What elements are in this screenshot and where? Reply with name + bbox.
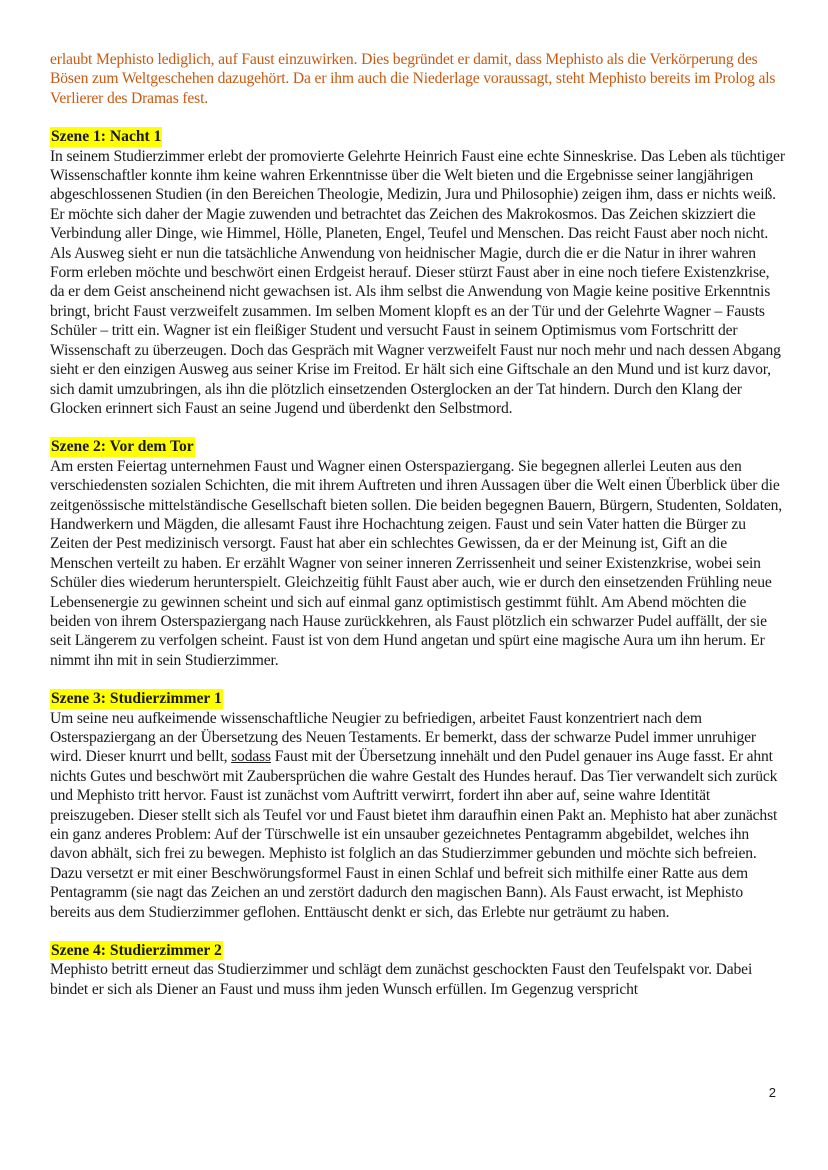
section-heading-wrap [50,437,785,456]
section-scene-4 [50,941,785,999]
section-scene-1 [50,127,785,418]
document-page [50,50,785,1018]
section-heading-wrap [50,941,785,960]
body-text-part: Faust mit der Übersetzung innehält und den Pudel genauer ins Auge fasst. Er ahnt nichts Gutes und beschwört mit Zaubersprüchen die wahre Gestalt des Hundes herauf. Das Tier verwandelt sich zurück und Mephisto tritt hervor. Faust ist zunächst vom Auftritt verwirrt, fordert ihn aber auf, seine wahre Identität preiszugeben. Dieser stellt sich als Teufel vor und Faust bietet ihm daraufhin einen Pakt an. Mephisto hat aber zunächst ein ganz anderes Problem: Auf der Türschwelle ist ein unsauber gezeichnetes Pentagramm abgebildet, welches ihn davon abhält, sich frei zu bewegen. Mephisto ist folglich an das Studierzimmer gebunden und möchte sich befreien. Dazu versetzt er mit einer Beschwörungsformel Faust in einen Schlaf und befreit sich mithilfe einer Ratte aus dem Pentagramm (sie nagt das Zeichen an und zerstört dadurch den magischen Bann). Als Faust erwacht, ist Mephisto bereits aus dem Studierzimmer geflohen. Enttäuscht denkt er sich, das Erlebte nur geträumt zu haben. [50,748,778,921]
section-body: Mephisto betritt erneut das Studierzimmer und schlägt dem zunächst geschockten Faust den Teufelspakt vor. Dabei bindet er sich als Diener an Faust und muss ihm jeden Wunsch erfüllen. Im Gegenzug verspricht [50,961,753,998]
body-text-part: Um seine neu aufkeimende wissenschaftliche Neugier zu befriedigen, arbeitet Faust konzentriert nach dem Osterspaziergang an der Übersetzung des Neuen Testaments. Er bemerkt, dass der schwarze Pudel immer unruhiger wird. Dieser knurrt und bellt, [50,709,756,766]
section-heading: Szene 2: Vor dem Tor [51,438,194,456]
section-heading-wrap [50,127,785,146]
intro-paragraph: erlaubt Mephisto lediglich, auf Faust einzuwirken. Dies begründet er damit, dass Mephisto als die Verkörperung des Bösen zum Weltgeschehen dazugehört. Da er ihm auch die Niederlage voraussagt, steht Mephisto bereits im Prolog als Verlierer des Dramas fest. [50,51,776,107]
section-body: In seinem Studierzimmer erlebt der promovierte Gelehrte Heinrich Faust eine echte Sinneskrise. Das Leben als tüchtiger Wissenschaftler konnte ihm keine wahren Erkenntnisse über die Welt bieten und die Ergebnisse seiner langjährigen abgeschlossenen Studien (in den Bereichen Theologie, Medizin, Jura und Philosophie) zeigen ihm, dass er nichts weiß. Er möchte sich daher der Magie zuwenden und betrachtet das Zeichen des Makrokosmos. Das Zeichen skizziert die Verbindung aller Dinge, wie Himmel, Hölle, Planeten, Engel, Teufel und Menschen. Das reicht Faust aber noch nicht. Als Ausweg sieht er nun die tatsächliche Anwendung von heidnischer Magie, durch die er die Natur in ihrer wahren Form erleben möchte und beschwört einen Erdgeist herauf. Dieser stürzt Faust aber in eine noch tiefere Existenzkrise, da er dem Geist anscheinend nicht gewachsen ist. Als ihm selbst die Anwendung von Magie keine positive Erkenntnis bringt, bricht Faust verzweifelt zusammen. Im selben Moment klopft es an der Tür und der Gelehrte Wagner – Fausts Schüler – tritt ein. Wagner ist ein fleißiger Student und versucht Faust in seinem Optimismus vom Fortschritt der Wissenschaft zu überzeugen. Doch das Gespräch mit Wagner verzweifelt Faust nur noch mehr und nach dessen Abgang sieht er den einzigen Ausweg aus seiner Krise im Freitod. Er hält sich eine Giftschale an den Mund und ist kurz davor, sich damit umzubringen, als ihn die plötzlich einsetzenden Osterglocken an der Tat hindern. Durch den Klang der Glocken erinnert sich Faust an seine Jugend und überdenkt den Selbstmord. [50,147,785,417]
page-number: 2 [768,1085,776,1100]
section-heading: Szene 4: Studierzimmer 2 [51,942,222,960]
section-scene-3 [50,689,785,922]
section-heading: Szene 3: Studierzimmer 1 [51,690,222,708]
underlined-word: sodass [231,748,271,766]
section-body: Am ersten Feiertag unternehmen Faust und Wagner einen Osterspaziergang. Sie begegnen allerlei Leuten aus den verschiedensten sozialen Schichten, die mit ihrem Auftreten und ihren Aussagen über die Welt einen Überblick über die zeitgenössische mittelständische Gesellschaft bieten sollen. Die beiden begegnen Bauern, Bürgern, Studenten, Soldaten, Handwerkern und Mägden, die allesamt Faust ihre Hochachtung zeigen. Faust und sein Vater hatten die Bürger zu Zeiten der Pest medizinisch versorgt. Faust hat aber ein schlechtes Gewissen, da er der Meinung ist, Gift an die Menschen verteilt zu haben. Er erzählt Wagner von seiner inneren Zerrissenheit und seiner Existenzkrise, wobei sein Schüler dies wiederum herunterspielt. Gleichzeitig fühlt Faust aber auch, wie er durch den einsetzenden Frühling neue Lebensenergie zu gewinnen scheint und sich auf einmal ganz optimistisch gestimmt fühlt. Am Abend möchten die beiden von ihrem Osterspaziergang nach Hause zurückkehren, als Faust plötzlich ein schwarzer Pudel auffällt, der sie seit Längerem zu verfolgen scheint. Faust ist von dem Hund angetan und spürt eine magische Aura um ihn herum. Er nimmt ihn mit in sein Studierzimmer. [50,457,783,669]
section-heading-wrap [50,689,785,708]
section-body [50,709,785,922]
section-scene-2 [50,437,785,670]
section-heading: Szene 1: Nacht 1 [51,128,162,146]
